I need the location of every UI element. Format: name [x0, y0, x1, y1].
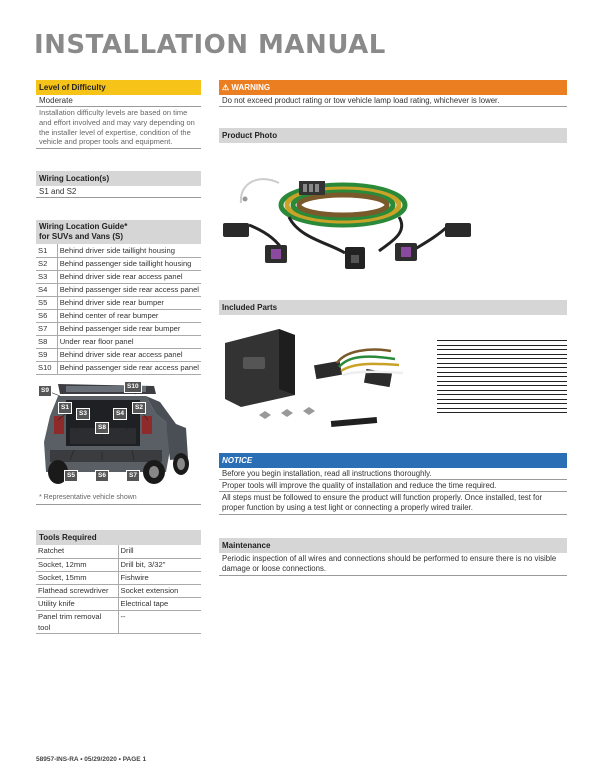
difficulty-description: Installation difficulty levels are based on time and effort involved and may vary depending on the installer level of expertise, condition of the vehicle and proper tools and equipment. [39, 108, 195, 147]
callout-s10: S10 [124, 381, 142, 393]
tool-cell: Panel trim removal tool [36, 610, 118, 633]
included-parts-photo [219, 315, 429, 435]
wiring-location-heading: Wiring Location(s) [36, 171, 201, 186]
callout-s7: S7 [126, 470, 140, 482]
row-code: S10 [36, 361, 57, 374]
tools-section [36, 530, 201, 634]
wiring-guide-heading [36, 220, 201, 244]
row-code: S7 [36, 322, 57, 335]
table-row [36, 584, 201, 597]
tool-cell: Drill bit, 3/32" [118, 558, 201, 571]
row-text: Behind driver side rear access panel [57, 348, 201, 361]
callout-s5: S5 [64, 470, 78, 482]
callout-s6: S6 [95, 470, 109, 482]
table-row [36, 283, 201, 296]
callout-s2: S2 [132, 402, 146, 414]
row-text: Behind passenger side rear access panel [57, 361, 201, 374]
tool-cell: Fishwire [118, 571, 201, 584]
product-photo-heading: Product Photo [219, 128, 567, 143]
table-row [36, 545, 201, 558]
wiring-guide-table [36, 244, 201, 375]
tool-cell: Socket, 15mm [36, 571, 118, 584]
difficulty-level: Moderate [36, 95, 201, 107]
row-text: Behind driver side rear bumper [57, 296, 201, 309]
row-code: S3 [36, 270, 57, 283]
warning-heading [219, 80, 567, 95]
table-row [36, 348, 201, 361]
callout-s4: S4 [113, 408, 127, 420]
row-text: Behind passenger side rear bumper [57, 322, 201, 335]
tool-cell: Utility knife [36, 597, 118, 610]
page-footer: 58957-INS-RA • 05/29/2020 • PAGE 1 [36, 756, 147, 763]
row-code: S4 [36, 283, 57, 296]
maintenance-section [219, 538, 567, 576]
maintenance-text: Periodic inspection of all wires and connections should be performed to ensure there is no visible damage or loose connections. [219, 553, 567, 576]
notice-line-1: Before you begin installation, read all instructions thoroughly. [219, 468, 567, 480]
wiring-location-section [36, 171, 201, 198]
table-row [36, 335, 201, 348]
row-text: Behind center of rear bumper [57, 309, 201, 322]
callout-s9: S9 [38, 385, 52, 397]
tools-table [36, 545, 201, 634]
table-row [36, 257, 201, 270]
table-row [36, 361, 201, 374]
table-row [36, 597, 201, 610]
page-title: INSTALLATION MANUAL [34, 30, 386, 60]
row-code: S6 [36, 309, 57, 322]
tool-cell: -- [118, 610, 201, 633]
row-text: Behind passenger side taillight housing [57, 257, 201, 270]
included-parts-heading: Included Parts [219, 300, 567, 315]
callout-s8: S8 [95, 422, 109, 434]
row-code: S8 [36, 335, 57, 348]
callout-s3: S3 [76, 408, 90, 420]
row-code: S2 [36, 257, 57, 270]
tool-cell: Socket extension [118, 584, 201, 597]
warning-text: Do not exceed product rating or tow vehicle lamp load rating, whichever is lower. [219, 95, 567, 107]
difficulty-section [36, 80, 201, 149]
table-row [36, 322, 201, 335]
row-text: Under rear floor panel [57, 335, 201, 348]
maintenance-heading: Maintenance [219, 538, 567, 553]
suv-rear-illustration [36, 380, 201, 488]
tool-cell: Flathead screwdriver [36, 584, 118, 597]
table-row [36, 296, 201, 309]
row-text: Behind driver side rear access panel [57, 270, 201, 283]
wiring-harness-photo [219, 143, 567, 283]
row-text: Behind driver side taillight housing [57, 244, 201, 257]
warning-triangle-icon: ⚠ [222, 83, 230, 92]
row-text: Behind passenger side rear access panel [57, 283, 201, 296]
row-code: S9 [36, 348, 57, 361]
notice-line-2: Proper tools will improve the quality of installation and reduce the time required. [219, 480, 567, 492]
tools-heading: Tools Required [36, 530, 201, 545]
table-row [36, 309, 201, 322]
parts-list-lines [437, 340, 567, 417]
notice-line-3: All steps must be followed to ensure the product will function properly. Once installed, test for proper function by using a test light or connecting a properly wired trailer. [219, 492, 567, 515]
warning-section [219, 80, 567, 107]
notice-heading: NOTICE [219, 453, 567, 468]
wiring-guide-heading-line2: for SUVs and Vans (S) [39, 232, 124, 241]
table-row [36, 270, 201, 283]
notice-section [219, 453, 567, 515]
row-code: S1 [36, 244, 57, 257]
difficulty-heading: Level of Difficulty [36, 80, 201, 95]
vehicle-note: * Representative vehicle shown [36, 490, 201, 505]
warning-heading-text: WARNING [231, 83, 271, 92]
tool-cell: Electrical tape [118, 597, 201, 610]
vehicle-diagram [36, 380, 201, 488]
tool-cell: Drill [118, 545, 201, 558]
tool-cell: Socket, 12mm [36, 558, 118, 571]
wiring-location-value: S1 and S2 [36, 186, 201, 198]
table-row [36, 571, 201, 584]
table-row [36, 558, 201, 571]
table-row [36, 244, 201, 257]
tool-cell: Ratchet [36, 545, 118, 558]
callout-s1: S1 [58, 402, 72, 414]
product-photo-section [219, 128, 567, 285]
row-code: S5 [36, 296, 57, 309]
table-row [36, 610, 201, 633]
wiring-guide-heading-line1: Wiring Location Guide* [39, 222, 128, 231]
wiring-guide-section [36, 220, 201, 375]
